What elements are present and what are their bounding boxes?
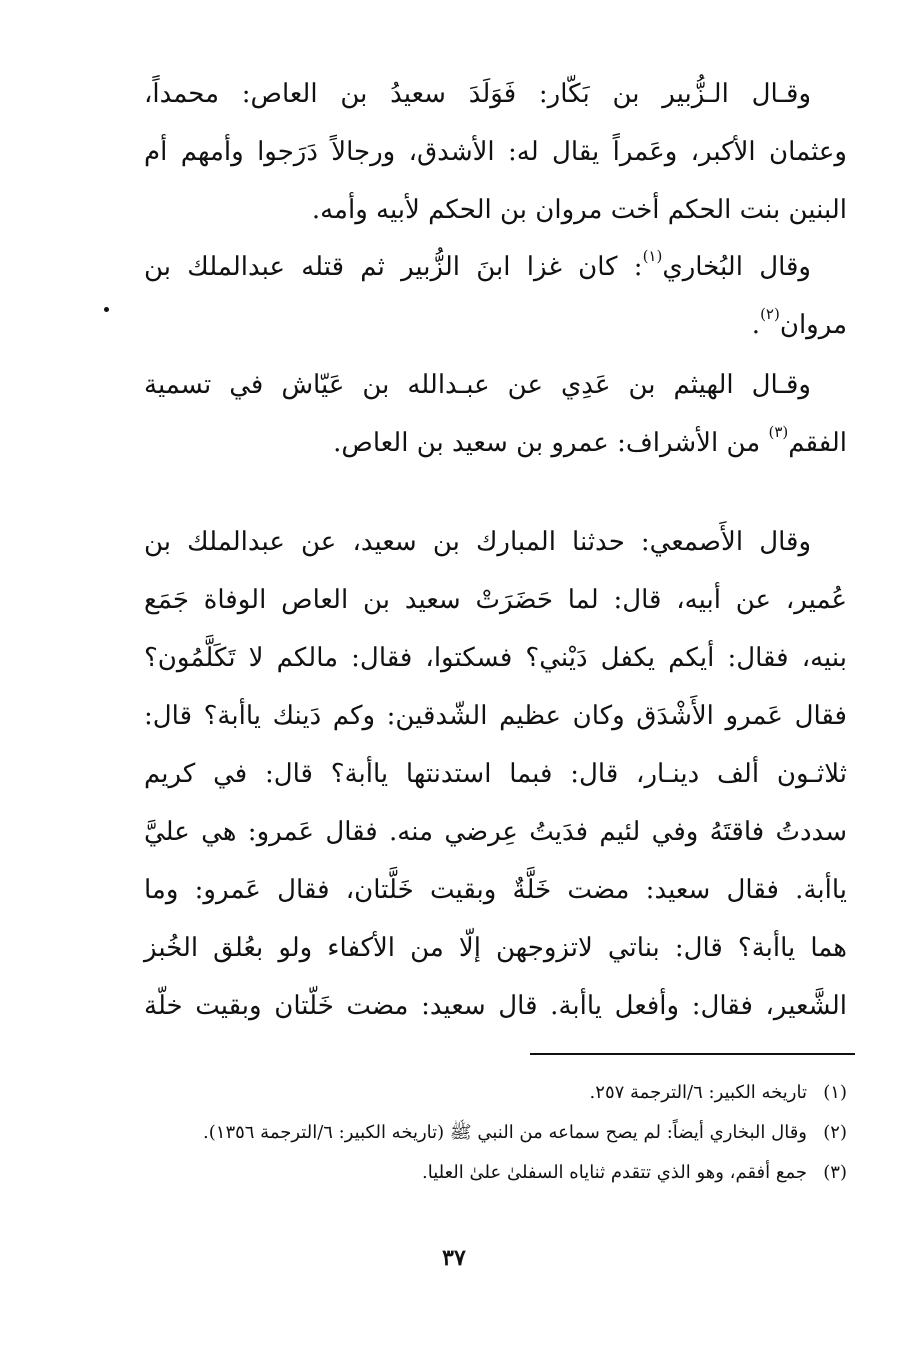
text-line: فقال عَمرو الأَشْدَق وكان عظيم الشّدقين: وكم دَينك ياأبة؟ قال: [144,701,847,731]
text-line [144,296,847,354]
footnotes-section [150,1075,847,1195]
text-line: سددتُ فاقتَهُ وفي لئيم فدَيتُ عِرضي منه. فقال عَمرو: هي عليَّ [144,817,847,847]
text-line: البنين بنت الحكم أخت مروان بن الحكم لأبيه وأمه. [311,195,847,225]
footnote-text: جمع أفقم، وهو الذي تتقدم ثناياه السفلىٰ علىٰ العليا. [422,1162,807,1183]
footnote-reference: (٣) [768,423,789,441]
text-line: بنيه، فقال: أيكم يكفل دَيْني؟ فسكتوا، فقال: مالكم لا تَكَلَّمُون؟ [144,643,847,673]
footnote-number: (٢) [823,1122,847,1143]
text-line: وقال الأَصمعي: حدثنا المبارك بن سعيد، عن عبدالملك بن [144,527,811,557]
text-line: ثلاثـون ألف دينـار، قال: فبما استدنتها ياأبة؟ قال: في كريم [144,759,847,789]
text-line: وقـال الـزُّبير بن بَكّار: فَوَلَدَ سعيدُ بن العاص: محمداً، [144,79,811,109]
text-line: وقـال الهيثم بن عَدِي عن عبـدالله بن عَيّاش في تسمية [144,370,811,400]
text-segment: الفقم [788,428,847,458]
paragraph-zubayr [144,65,847,239]
text-line: عُمير، عن أبيه، قال: لما حَضَرَتْ سعيد بن العاص الوفاة جَمَع [144,585,847,615]
text-segment: مروان [779,310,847,340]
footnote-number: (٣) [823,1162,847,1183]
footnote-number: (١) [823,1082,847,1103]
text-segment: وقال البُخاري [662,252,811,282]
text-segment: من الأشراف: عمرو بن سعيد بن العاص. [333,428,769,458]
margin-ink-dot [104,307,109,312]
footnote-1 [150,1075,847,1111]
text-line [144,414,847,472]
page-number: ٣٧ [442,1245,466,1271]
footnote-text: تاريخه الكبير: ٦/الترجمة ٢٥٧. [589,1082,807,1103]
paragraph-haytham [144,356,847,472]
text-line [144,238,847,296]
footnote-reference: (١) [642,247,663,265]
text-line: الشَّعير، فقال: وأفعل ياأبة. قال سعيد: مضت خَلّتان وبقيت خلّة [144,991,847,1021]
footnote-reference: (٢) [760,305,780,323]
footnote-separator [530,1053,855,1055]
paragraph-asmai [144,513,847,1035]
footnote-3 [150,1155,847,1191]
text-segment: : كان غزا ابنَ الزُّبير ثم قتله عبدالملك بن [144,252,643,282]
text-line: هما ياأبة؟ قال: بناتي لاتزوجهن إلّا من الأكفاء ولو بعُلق الخُبز [144,933,847,963]
text-segment: . [751,310,761,340]
footnote-text: وقال البخاري أيضاً: لم يصح سماعه من النبي ﷺ (تاريخه الكبير: ٦/الترجمة ١٣٥٦). [203,1122,807,1143]
text-line: وعثمان الأكبر، وعَمراً يقال له: الأشدق، ورجالاً دَرَجوا وأمهم أم [144,137,847,167]
paragraph-bukhari [144,238,847,354]
footnote-2 [150,1115,847,1151]
text-line: ياأبة. فقال سعيد: مضت خَلَّةٌ وبقيت خَلَّتان، فقال عَمرو: وما [144,875,847,905]
